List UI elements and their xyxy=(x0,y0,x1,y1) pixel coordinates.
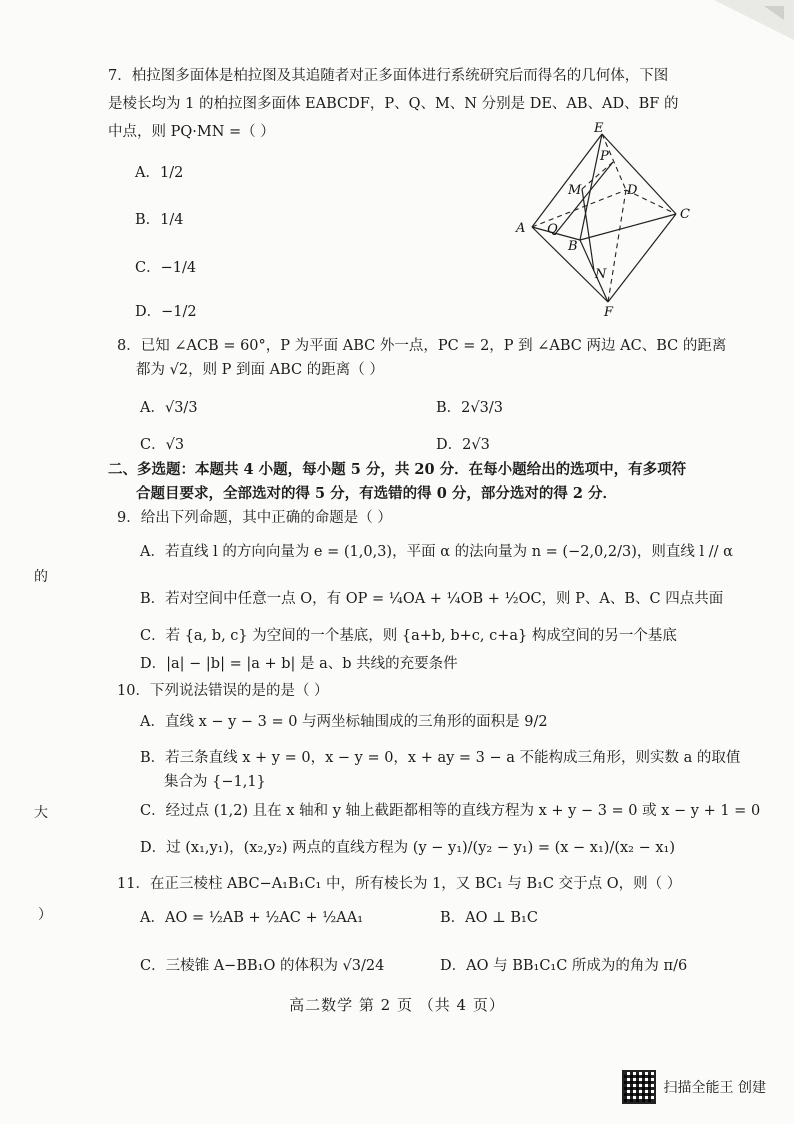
label-p: P xyxy=(600,149,609,164)
q8-line1: 8．已知 ∠ACB = 60°，P 为平面 ABC 外一点，PC = 2，P 到 ∠ABC 两边 AC、BC 的距离 xyxy=(117,338,727,354)
q7-option-b: B．1/4 xyxy=(135,212,184,228)
q7-option-d: D．−1/2 xyxy=(135,304,197,320)
brand-text: 扫描全能王 创建 xyxy=(663,1080,766,1096)
q7-line1: 7．柏拉图多面体是柏拉图及其追随者对正多面体进行系统研究后而得名的几何体，下图 xyxy=(108,68,669,84)
q8-option-a: A．√3/3 xyxy=(140,400,198,416)
q11-option-a: A．AO = ½AB + ½AC + ½AA₁ xyxy=(140,910,364,926)
label-e: E xyxy=(594,122,604,136)
q9-option-d: D．|a| − |b| = |a + b| 是 a、b 共线的充要条件 xyxy=(140,656,458,672)
q11-option-b: B．AO ⊥ B₁C xyxy=(440,910,538,926)
q10-option-b-cont: 集合为 {−1,1} xyxy=(164,774,266,790)
q9-option-c: C．若 {a, b, c} 为空间的一个基底，则 {a+b, b+c, c+a} 构成空间的另一个基底 xyxy=(140,628,677,644)
q10-option-c: C．经过点 (1,2) 且在 x 轴和 y 轴上截距都相等的直线方程为 x + y − 3 = 0 或 x − y + 1 = 0 xyxy=(140,803,761,819)
q8-option-b: B．2√3/3 xyxy=(436,400,503,416)
section-2-line2: 合题目要求，全部选对的得 5 分，有选错的得 0 分，部分选对的得 2 分． xyxy=(136,485,618,502)
label-a: A xyxy=(516,221,526,236)
q9-stem: 9．给出下列命题，其中正确的命题是（ ） xyxy=(117,510,392,526)
octahedron-figure xyxy=(510,122,700,317)
folded-corner-icon xyxy=(704,0,794,40)
label-c: C xyxy=(680,207,690,222)
label-m: M xyxy=(568,183,582,198)
q9-option-b: B．若对空间中任意一点 O，有 OP = ¼OA + ¼OB + ½OC，则 P、A、B、C 四点共面 xyxy=(140,591,724,607)
label-d: D xyxy=(627,183,638,198)
margin-char-1: 的 xyxy=(34,569,48,585)
label-f: F xyxy=(604,305,614,317)
q8-line2: 都为 √2，则 P 到面 ABC 的距离（ ） xyxy=(136,362,384,378)
qr-code-icon xyxy=(622,1070,656,1104)
q10-option-a: A．直线 x − y − 3 = 0 与两坐标轴围成的三角形的面积是 9/2 xyxy=(140,714,548,730)
q9-option-a: A．若直线 l 的方向向量为 e = (1,0,3)，平面 α 的法向量为 n = (−2,0,2/3)，则直线 l // α xyxy=(140,544,733,560)
label-q: Q xyxy=(547,222,558,237)
label-b: B xyxy=(568,239,578,254)
margin-char-2: 大 xyxy=(34,805,48,821)
q7-line3: 中点，则 PQ·MN =（ ） xyxy=(108,124,275,140)
q11-stem: 11．在正三棱柱 ABC−A₁B₁C₁ 中，所有棱长为 1，又 BC₁ 与 B₁C 交于点 O，则（ ） xyxy=(117,876,682,892)
q7-line2: 是棱长均为 1 的柏拉图多面体 EABCDF，P、Q、M、N 分别是 DE、AB、AD、BF 的 xyxy=(108,96,679,112)
label-n: N xyxy=(595,267,607,282)
q10-option-b: B．若三条直线 x + y = 0，x − y = 0，x + ay = 3 − a 不能构成三角形，则实数 a 的取值 xyxy=(140,750,741,766)
q11-option-d: D．AO 与 BB₁C₁C 所成为的角为 π/6 xyxy=(440,958,688,974)
q10-stem: 10．下列说法错误的是的是（ ） xyxy=(117,683,329,699)
q7-option-c: C．−1/4 xyxy=(135,260,197,276)
q8-option-c: C．√3 xyxy=(140,437,185,453)
q11-option-c: C．三棱锥 A−BB₁O 的体积为 √3/24 xyxy=(140,958,385,974)
page-footer: 高二数学 第 2 页 （共 4 页） xyxy=(289,996,505,1014)
q10-option-d: D．过 (x₁,y₁)，(x₂,y₂) 两点的直线方程为 (y − y₁)/(y₂ − y₁) = (x − x₁)/(x₂ − x₁) xyxy=(140,840,676,856)
scanner-brand xyxy=(622,1070,766,1104)
q7-option-a: A．1/2 xyxy=(135,165,184,181)
section-2-line1: 二、多选题：本题共 4 小题，每小题 5 分，共 20 分．在每小题给出的选项中，有多项符 xyxy=(108,461,687,478)
margin-char-3: ） xyxy=(38,907,52,923)
q8-option-d: D．2√3 xyxy=(436,437,490,453)
